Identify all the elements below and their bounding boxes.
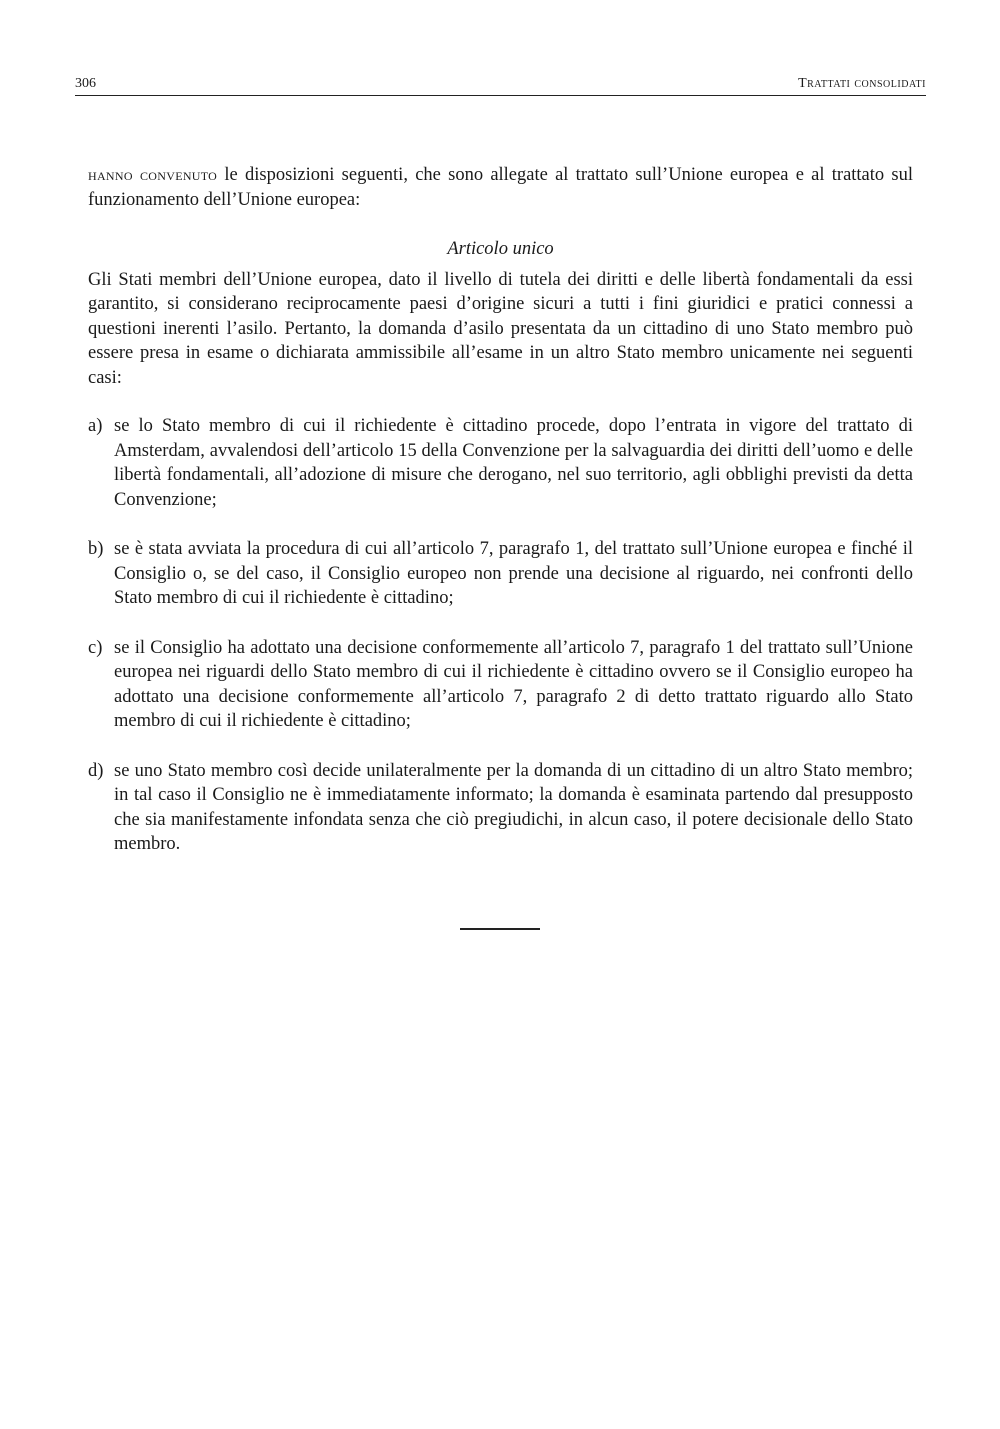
running-title: Trattati consolidati xyxy=(798,76,926,91)
list-item xyxy=(88,636,913,734)
item-marker: d) xyxy=(88,760,104,781)
section-end-rule xyxy=(460,928,540,930)
item-text: se uno Stato membro così decide unilateralmente per la domanda di un cittadino di un altro Stato membro; in tal caso il Consiglio ne è immediatamente informato; la domanda è esaminata partendo dal presupposto che sia manifestamente infondata senza che ciò pregiudichi, in alcun caso, il potere decisionale dello Stato membro. xyxy=(114,760,913,854)
item-text: se è stata avviata la procedura di cui all’articolo 7, paragrafo 1, del trattato sull’Unione europea e finché il Consiglio o, se del caso, il Consiglio europeo non prende una decisione al riguardo, nei confronti dello Stato membro di cui il richiedente è cittadino; xyxy=(114,539,913,608)
page-header xyxy=(75,76,926,96)
list-item xyxy=(88,414,913,512)
intro-lead: hanno convenuto xyxy=(88,165,218,184)
list-item xyxy=(88,537,913,611)
article-paragraph: Gli Stati membri dell’Unione europea, dato il livello di tutela dei diritti e delle libertà fondamentali da essi garantito, si considerano reciprocamente paesi d’origine sicuri a tutti i fini giuridici e pratici connessi a questioni inerenti l’asilo. Pertanto, la domanda d’asilo presentata da un cittadino di uno Stato membro può essere presa in esame o dichiarata ammissibile all’esame in un altro Stato membro unicamente nei seguenti casi: xyxy=(88,269,913,388)
item-text: se il Consiglio ha adottato una decisione conformemente all’articolo 7, paragrafo 1 del trattato sull’Unione europea nei riguardi dello Stato membro di cui il richiedente è cittadino ovvero se il Consiglio europeo ha adottato una decisione conformemente all’articolo 7, paragrafo 2 di detto trattato riguardo allo Stato membro di cui il richiedente è cittadino; xyxy=(114,637,913,731)
item-marker: a) xyxy=(88,416,103,436)
list-item xyxy=(88,759,913,857)
intro-paragraph xyxy=(88,163,913,212)
page-number: 306 xyxy=(75,76,96,91)
item-marker: c) xyxy=(88,637,103,658)
document-body xyxy=(88,163,913,882)
case-list xyxy=(88,414,913,857)
intro-text: le disposizioni seguenti, che sono allegate al trattato sull’Unione europea e al trattato sul funzionamento dell’Unione europea: xyxy=(88,165,913,210)
article-title: Articolo unico xyxy=(447,239,554,259)
item-text: se lo Stato membro di cui il richiedente è cittadino procede, dopo l’entrata in vigore del trattato di Amsterdam, avvalendosi dell’articolo 15 della Convenzione per la salvaguardia dei diritti dell’uomo e delle libertà fondamentali, all’adozione di misure che derogano, nel suo territorio, agli obblighi previsti da detta Convenzione; xyxy=(114,416,913,510)
item-marker: b) xyxy=(88,539,104,559)
